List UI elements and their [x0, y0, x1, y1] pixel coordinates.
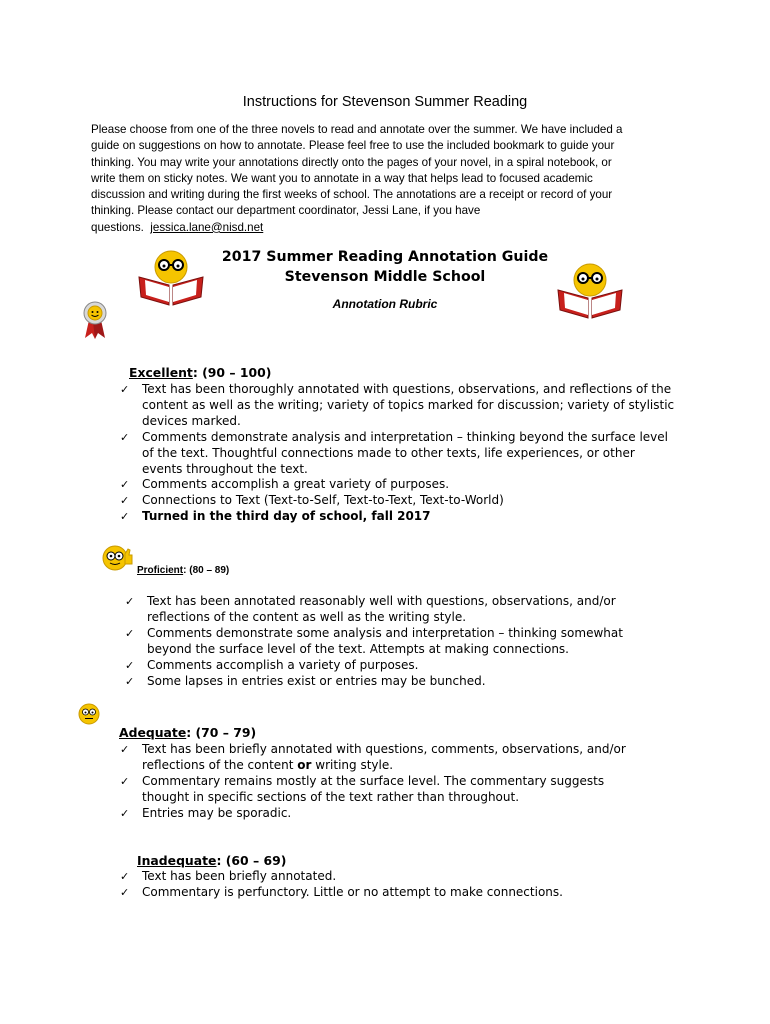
- list-item: ✓ Some lapses in entries exist or entries may be bunched.: [123, 674, 663, 690]
- excellent-range: : (90 – 100): [192, 365, 272, 380]
- list-item: ✓ Entries may be sporadic.: [118, 806, 648, 822]
- list-item: ✓ Comments accomplish a great variety of purposes.: [118, 477, 678, 493]
- list-item: ✓ Comments accomplish a variety of purposes.: [123, 658, 663, 674]
- list-item: [118, 742, 648, 774]
- adequate-item-text: writing style.: [311, 757, 394, 772]
- adequate-item-text: Text has been briefly annotated with questions, comments, observations, and/or reflections of the content: [142, 742, 626, 772]
- intro-line-prefix: questions.: [91, 220, 151, 234]
- proficient-range: : (80 – 89): [183, 565, 230, 576]
- adequate-item-emphasis: or: [297, 757, 312, 772]
- list-item: ✓ Text has been annotated reasonably well with questions, observations, and/or reflections of the content as well as the writing style.: [123, 594, 663, 626]
- list-item: ✓ Comments demonstrate some analysis and interpretation – thinking somewhat beyond the surface level of the text. Attempts at making connections.: [123, 626, 663, 658]
- intro-last-line: [91, 220, 691, 236]
- inadequate-heading: [137, 853, 286, 868]
- proficient-label: Proficient: [137, 565, 184, 576]
- list-item: ✓ Connections to Text (Text-to-Self, Text-to-Text, Text-to-World): [118, 493, 678, 509]
- intro-line: discussion and writing during the first weeks of school. The annotations are a receipt or record of your: [91, 188, 613, 202]
- list-item: ✓ Comments demonstrate analysis and interpretation – thinking beyond the surface level of the text. Thoughtful connections made to other texts, life experiences, or other events throughout the text.: [118, 430, 678, 478]
- inadequate-list: [118, 869, 678, 901]
- adequate-heading: [119, 725, 256, 740]
- adequate-list: [118, 742, 648, 822]
- excellent-list: [118, 382, 678, 525]
- rubric-subtitle: Annotation Rubric: [332, 297, 438, 311]
- inadequate-label: Inadequate: [137, 853, 217, 868]
- guide-school-line: Stevenson Middle School: [284, 269, 486, 285]
- email-link[interactable]: jessica.lane@nisd.net: [150, 220, 264, 234]
- adequate-label: Adequate: [119, 725, 187, 740]
- proficient-heading: [137, 565, 229, 576]
- neutral-smiley-icon: [77, 702, 101, 726]
- thumbs-up-smiley-icon: [100, 544, 134, 574]
- page-title: Instructions for Stevenson Summer Reading: [242, 94, 528, 110]
- guide-title: [180, 247, 590, 287]
- excellent-heading: [129, 365, 271, 380]
- guide-title-line: 2017 Summer Reading Annotation Guide: [221, 249, 549, 265]
- intro-line: Please choose from one of the three novels to read and annotate over the summer. We have included a: [91, 123, 623, 136]
- intro-line: thinking. Please contact our department coordinator, Jessi Lane, if you have: [91, 204, 481, 218]
- intro-line: thinking. You may write your annotations directly onto the pages of your novel, in a spiral notebook, or: [91, 155, 612, 169]
- inadequate-range: : (60 – 69): [216, 853, 287, 868]
- list-item: ✓ Turned in the third day of school, fall 2017: [118, 509, 678, 525]
- list-item: ✓ Text has been thoroughly annotated with questions, observations, and reflections of the content as well as the writing; variety of topics marked for discussion; variety of stylistic devices marked.: [118, 382, 678, 430]
- list-item: ✓ Text has been briefly annotated.: [118, 869, 678, 885]
- excellent-label: Excellent: [129, 365, 193, 380]
- intro-line: guide on suggestions on how to annotate. Please feel free to use the included bookmark to guide your: [91, 139, 615, 153]
- award-ribbon-smiley-icon: [80, 300, 110, 340]
- intro-paragraph: [91, 122, 691, 236]
- list-item: ✓ Commentary remains mostly at the surface level. The commentary suggests thought in specific sections of the text rather than throughout.: [118, 774, 648, 806]
- list-item: ✓ Commentary is perfunctory. Little or no attempt to make connections.: [118, 885, 678, 901]
- adequate-range: : (70 – 79): [186, 725, 257, 740]
- intro-line: write them on sticky notes. We want you to annotate in a way that helps lead to focused academic: [91, 171, 593, 185]
- proficient-list: [123, 594, 663, 689]
